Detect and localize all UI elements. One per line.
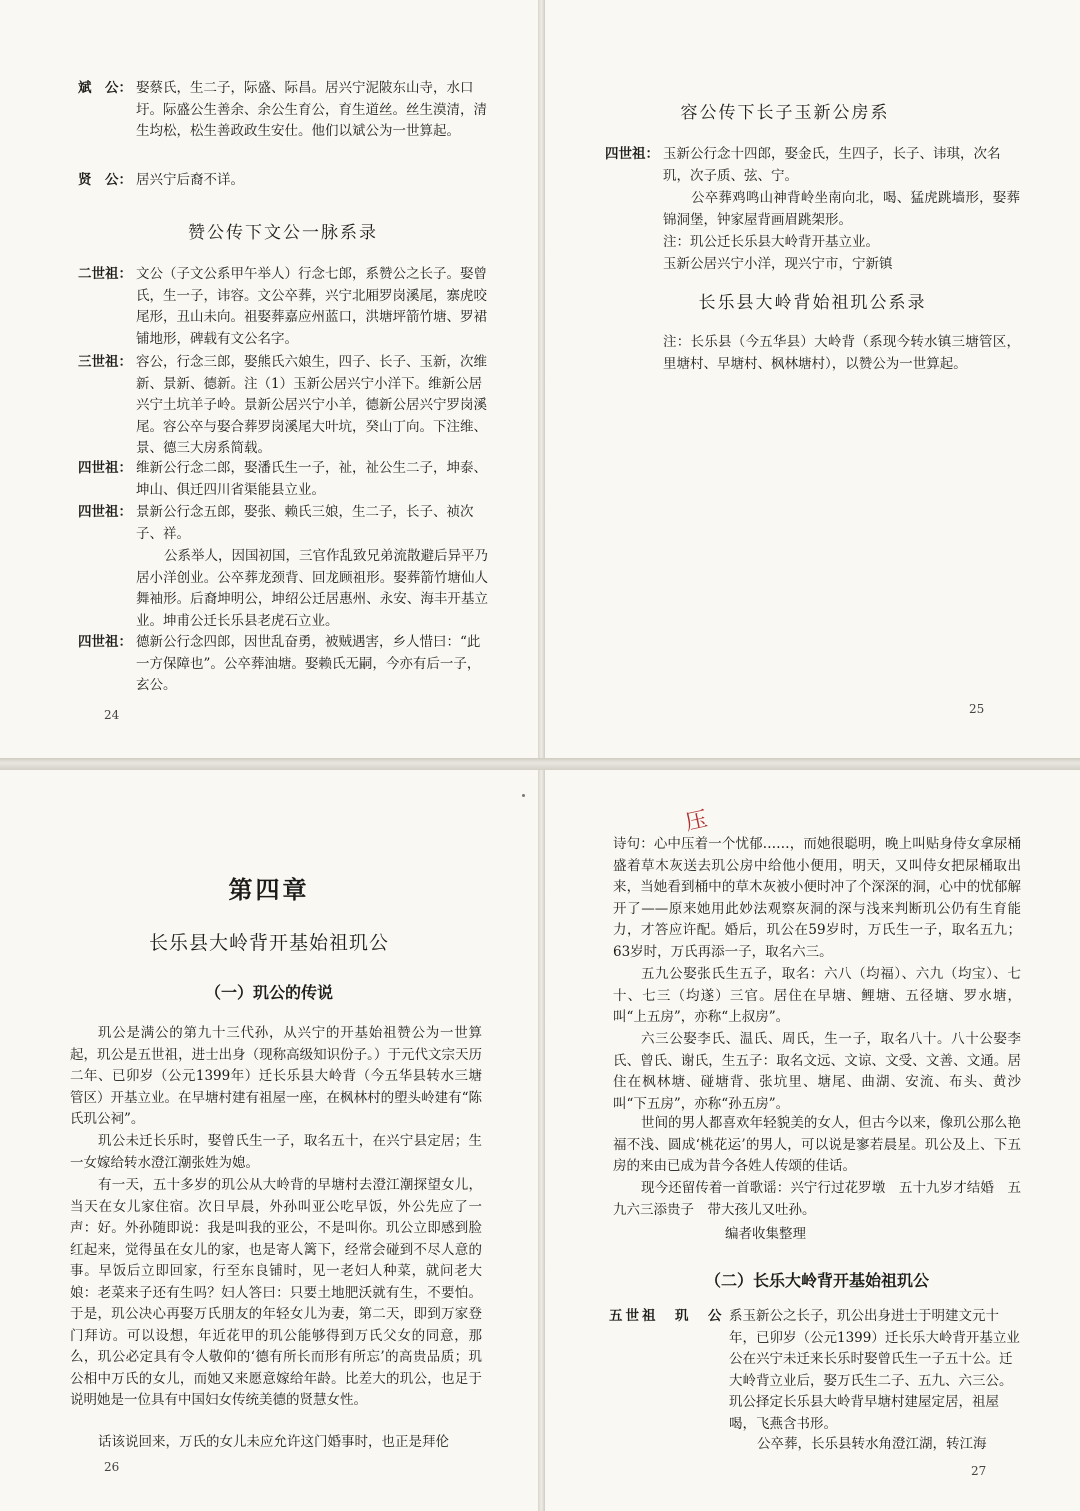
note: 玉新公居兴宁小洋，现兴宁市，宁新镇	[663, 256, 893, 272]
paragraph: 诗句：心中压着一个忧郁……，而她很聪明，晚上叫贴身侍女拿尿桶盛着草木灰送去玑公房中给他小便用，明天，又叫侍女把尿桶取出来，当她看到桶中的草木灰被小便时冲了个深深的洞，心中的忧郁解开了——原来她用此妙法观察灰洞的深与浅来判断玑公仍有生育能力，才答应许配。婚后，玑公在59岁时，万氏生一子，取名五九；63岁时，万氏再添一子，取名六三。	[613, 836, 1021, 960]
section-title: （二）长乐大岭背开基始祖玑公	[704, 1271, 929, 1290]
section-heading: 赞公传下文公一脉系录	[188, 223, 378, 243]
credit-line: 编者收集整理	[725, 1226, 806, 1242]
paragraph: 有一天，五十多岁的玑公从大岭背的早塘村去澄江潮探望女儿，当天在女儿家住宿。次日早晨，外孙叫亚公吃早饭，外公先应了一声：好。外孙随即说：我是叫我的亚公，不是叫你。玑公立即感到脸红起来，觉得虽在女儿的家，也是寄人篱下，经常会碰到不尽人意的事。早饭后立即回家，行至东良铺时，见一老妇人种菜，就问老大娘：老菜来子还有生吗？妇人答曰：只要土地肥沃就有生，不要怕。于是，玑公决心再娶万氏朋友的年轻女儿为妻，第二天，即到万家登门拜访。可以设想，年近花甲的玑公能够得到万氏父女的同意，那么，玑公必定具有令人敬仰的‘德有所长而形有所忘’的高贵品质；玑公相中万氏的女儿，而她又来愿意嫁给年龄。比差大的玑公，也足于说明她是一位具有中国妇女传统美德的贤慧女性。	[70, 1177, 482, 1408]
entry-bin-gong	[78, 78, 488, 143]
paragraph: 现今还留传着一首歌谣：兴宁行过花罗墩 五十九岁才结婚 五九六三添贵子 带大孩儿又吐孙。	[613, 1180, 1021, 1218]
paragraph: 公卒葬，长乐县转水角澄江湖，转江海	[757, 1436, 987, 1452]
section-heading: 长乐县大岭背始祖玑公系录	[698, 293, 927, 313]
entry-label: 三世祖：	[78, 354, 132, 370]
lineage-entry	[605, 144, 1020, 187]
entry-label: 四世祖：	[605, 146, 659, 162]
page-number: 26	[104, 1460, 120, 1474]
paragraph: 玑公未迁长乐时，娶曾氏生一子，取名五十，在兴宁县定居；生一女嫁给转水澄江潮张姓为媳。	[70, 1133, 482, 1171]
page-gutter-vertical	[538, 0, 545, 1511]
paragraph: 六三公娶李氏、温氏、周氏，生一子，取名八十。八十公娶李氏、曾氏、谢氏，生五子：取名文远、文谅、文受、文善、文通。居住在枫林塘、碰塘背、张坑里、塘尾、曲湖、安流、布头、黄沙叫“下五房”，亦称“孙五房”。	[613, 1031, 1021, 1112]
scan-speck	[522, 794, 525, 797]
section-heading: 容公传下长子玉新公房系	[680, 103, 890, 123]
section-title: （一）玑公的传说	[204, 983, 333, 1002]
page-number: 27	[971, 1464, 987, 1478]
entry-label: 四世祖：	[78, 504, 132, 520]
entry-text: 景新公行念五郎，娶张、赖氏三娘，生二子，长子、祯次子、祥。	[136, 504, 474, 542]
paragraph: 五九公娶张氏生五子，取名：六八（均福）、六九（均宝）、七十、七三（均遂）三官。居住在早塘、鲤塘、五径塘、罗水塘，叫“上五房”，亦称“上叔房”。	[613, 966, 1021, 1025]
entry-text: 文公（子文公系甲午举人）行念七郎，系赞公之长子。娶曾氏，生一子，讳容。文公卒葬，兴宁北厢罗岗溪尾，寨虎咬尾形，丑山未向。祖娶葬嘉应州蓝口，洪塘坪箭竹塘、罗裙铺地形，碑载有文公名字。	[136, 266, 487, 347]
entry-label: 斌 公：	[78, 80, 132, 96]
lineage-entry	[609, 1306, 1021, 1435]
paragraph: 玑公是满公的第九十三代孙，从兴宁的开基始祖赞公为一世算起，玑公是五世祖，进士出身（现称高级知识份子。）于元代文宗天历二年、已卯岁（公元1399年）迁长乐县大岭背（今五华县转水三塘管区）开基立业。在早塘村建有祖屋一座，在枫林村的塱头岭建有“陈氏玑公祠”。	[70, 1025, 482, 1127]
lineage-entry	[78, 502, 488, 545]
entry-text: 系玉新公之长子，玑公出身进士于明建文元十年，已卯岁（公元1399）迁长乐大岭背开基立业公在兴宁未迁来长乐时娶曾氏生一子五十公。迁大岭背立业后，娶万氏生二子、五九、六三公。玑公择定长乐县大岭背早塘村建屋定居，祖屋喝，飞燕含书形。	[729, 1308, 1020, 1432]
page-24	[0, 0, 538, 758]
entry-text: 维新公行念二郎，娶潘氏生一子，祉，祉公生二子，坤泰、坤山、俱迁四川省渠能县立业。	[136, 460, 487, 498]
lineage-entry	[78, 632, 488, 697]
page-25	[545, 0, 1080, 758]
entry-text: 娶蔡氏，生二子，际盛、际昌。居兴宁泥陂东山寺，水口圩。际盛公生善余、余公生育公，育生道丝。丝生漠清，清生均松，松生善政政生安仕。他们以斌公为一世算起。	[136, 80, 487, 139]
entry-label: 贤 公：	[78, 172, 132, 188]
page-number: 24	[104, 708, 120, 722]
note: 注：长乐县（今五华县）大岭背（系现今转水镇三塘管区，里塘村、早塘村、枫林塘村），以赞公为一世算起。	[663, 334, 1020, 372]
entry-label: 五世祖 玑 公	[609, 1308, 725, 1324]
lineage-entry	[78, 352, 488, 460]
entry-label: 二世祖：	[78, 266, 132, 282]
entry-label: 四世祖：	[78, 460, 132, 476]
lineage-entry	[78, 458, 488, 501]
page-gutter-horizontal	[0, 758, 1080, 770]
lineage-entry	[78, 264, 488, 350]
entry-text: 玉新公行念十四郎，娶金氏，生四子，长子、讳琪，次名玑，次子质、弦、宁。	[663, 146, 1001, 184]
note: 注：玑公迁长乐县大岭背开基立业。	[663, 234, 879, 250]
chapter-title: 第四章	[228, 875, 310, 904]
paragraph: 公系举人，因国初国，三官作乱致兄弟流散避后异平乃居小洋创业。公卒葬龙颈背、回龙顾祖形。娶葬箭竹塘仙人舞袖形。后裔坤明公，坤绍公迁居惠州、永安、海丰开基立业。坤甫公迁长乐县老虎石立业。	[136, 548, 488, 629]
handwritten-correction: 压	[683, 806, 710, 836]
entry-text: 容公，行念三郎，娶熊氏六娘生，四子、长子、玉新，次维新、景新、德新。注（1）玉新公居兴宁小洋下。维新公居兴宁土坑羊子岭。景新公居兴宁小羊，德新公居兴宁罗岗溪尾。容公卒与娶合葬罗岗溪尾大叶坑，癸山丁向。下注维、景、德三大房系简载。	[136, 354, 487, 456]
paragraph: 话该说回来，万氏的女儿未应允许这门婚事时，也正是拜伦	[98, 1434, 449, 1450]
paragraph: 世间的男人都喜欢年轻貌美的女人，但古今以来，像玑公那么艳福不浅、圆成‘桃花运’的男人，可以说是寥若晨星。玑公及上、下五房的来由已成为昔今各姓人传颂的佳话。	[613, 1115, 1021, 1174]
entry-label: 四世祖：	[78, 634, 132, 650]
entry-text: 德新公行念四郎，因世乱奋勇，被贼遇害，乡人惜曰：“此一方保障也”。公卒葬油塘。娶赖氏无嗣，今亦有后一子，玄公。	[136, 634, 481, 693]
page-26	[0, 770, 538, 1511]
chapter-subtitle: 长乐县大岭背开基始祖玑公	[148, 932, 389, 954]
page-27	[545, 770, 1080, 1511]
page-number: 25	[969, 702, 985, 716]
entry-xian-gong	[78, 170, 488, 192]
entry-text: 居兴宁后裔不详。	[136, 172, 244, 188]
paragraph: 公卒葬鸡鸣山神背岭坐南向北，喝、猛虎跳墙形，娶葬锦洞堡，钟家屋背画眉跳架形。	[663, 190, 1020, 228]
